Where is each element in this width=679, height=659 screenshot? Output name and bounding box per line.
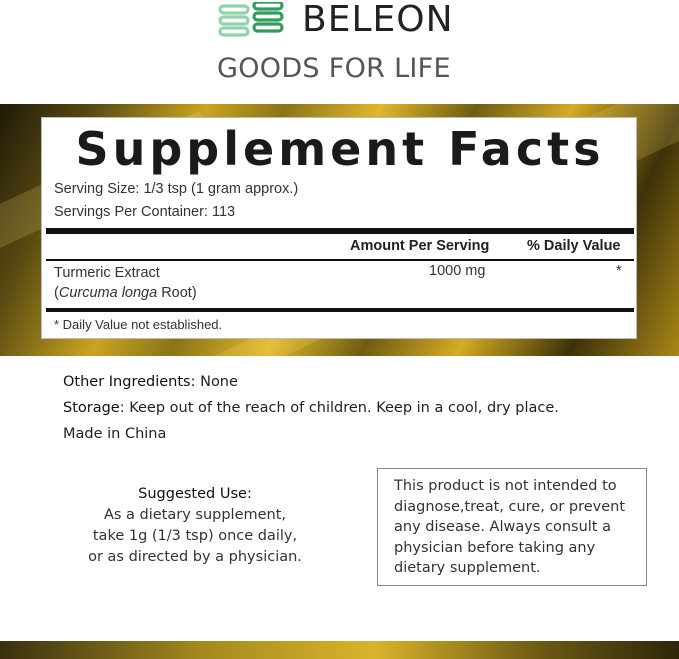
disclaimer-line: physician before taking any: [394, 539, 596, 556]
storage-instructions: Storage: Keep out of the reach of children. Keep in a cool, dry place.: [63, 400, 559, 416]
bottom-divider: [46, 308, 634, 312]
supplement-facts-panel: [41, 117, 637, 339]
suggested-use-line: or as directed by a physician.: [88, 549, 302, 565]
ingredient-name: Turmeric Extract: [54, 265, 160, 281]
suggested-use-line: take 1g (1/3 tsp) once daily,: [92, 528, 298, 544]
suggested-use-line: As a dietary supplement,: [103, 507, 287, 523]
daily-value-footnote: * Daily Value not established.: [54, 317, 223, 332]
suggested-use-title: Suggested Use:: [138, 486, 252, 502]
daily-value-header: % Daily Value: [527, 238, 621, 254]
disclaimer-line: This product is not intended to: [394, 478, 617, 494]
amount-per-serving-header: Amount Per Serving: [350, 238, 490, 254]
disclaimer-box: [377, 468, 647, 586]
disclaimer-line: dietary supplement.: [394, 560, 541, 576]
gold-bottom-strip: [0, 641, 679, 659]
ingredient-daily-value: *: [616, 263, 622, 279]
country-of-origin: Made in China: [63, 426, 167, 442]
ingredient-amount: 1000 mg: [429, 263, 486, 279]
disclaimer-line: any disease. Always consult a: [394, 519, 611, 535]
servings-per-container: Servings Per Container: 113: [54, 204, 236, 220]
ingredient-source: (Curcuma longa Root): [54, 285, 197, 301]
thick-divider: [46, 228, 634, 234]
brand-name: BELEON: [302, 0, 454, 40]
facts-title: Supplement Facts: [75, 122, 605, 176]
brand-tagline: GOODS FOR LIFE: [217, 53, 451, 84]
other-ingredients: Other Ingredients: None: [63, 374, 238, 390]
serving-size: Serving Size: 1/3 tsp (1 gram approx.): [54, 181, 299, 197]
thin-divider: [46, 259, 634, 261]
suggested-use: [60, 484, 330, 568]
stacked-pills-icon: [218, 2, 288, 42]
disclaimer-line: diagnose,treat, cure, or prevent: [394, 498, 626, 515]
ingredient-latin-name: Curcuma longa: [58, 285, 158, 301]
